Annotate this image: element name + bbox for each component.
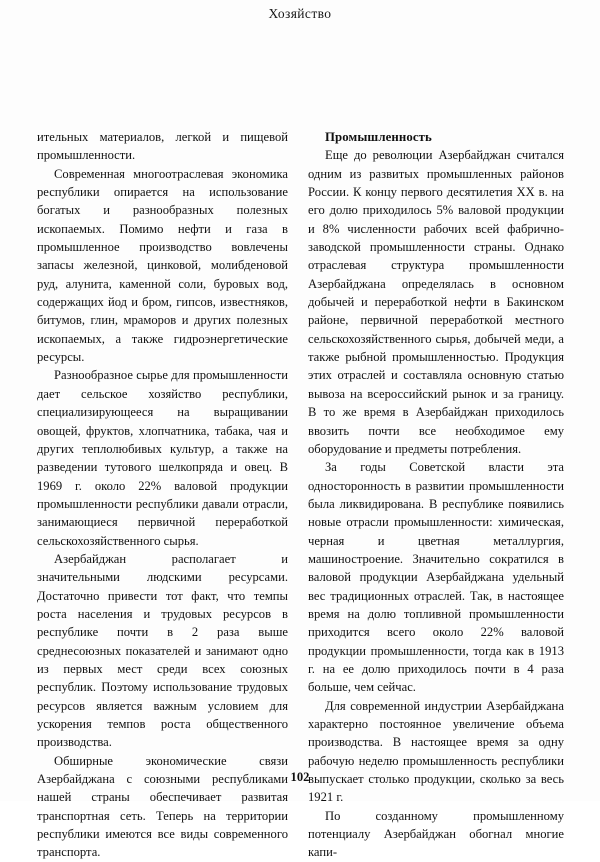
paragraph: Для современной индустрии Азербайджана характерно постоянное увеличение объема производства. В настоящее время за одну рабочую неделю промышленность республики выпускает столько продукции, сколько за весь 1921 г. [308, 698, 564, 805]
paragraph: ительных материалов, легкой и пищевой промышленности. [37, 130, 288, 163]
paragraph: Еще до революции Азербайджан считался одним из развитых промышленных районов России. К концу первого десятилетия XX в. на его долю приходилось 5% валовой продукции и 8% численности рабочих всей фабрично-заводской промышленности страны. Однако отраслевая структура промышленности Азербайджана определялась в основном добычей и переработкой нефти в Бакинском районе, первичной переработкой местного сельскохозяйственного сырья, добычей меди, а также рыбной промышленностью. Продукция этих отраслей и составляла основную статью вывоза на всероссийский рынок и за границу. В то же время в Азербайджан приходилось ввозить почти все необходимое ему оборудование и предметы потребления. [308, 148, 564, 456]
section-heading: Промышленность [325, 130, 432, 144]
left-column [37, 128, 288, 862]
paragraph: За годы Советской власти эта односторонность в развитии промышленности была ликвидирована. В республике появились новые отрасли промышленности: химическая, черная и цветная металлургия, машиностроение. Значительно сократился в валовой продукции Азербайджана удельный вес традиционных отраслей. Так, в настоящее время на долю топливной промышленности приходится всего около 22% валовой продукции промышленности, тогда как в 1913 г. на ее долю приходилось почти в 4 раза больше, чем сейчас. [308, 460, 564, 695]
paragraph: Обширные экономические связи Азербайджана с союзными республиками нашей страны обеспечивает развитая транспортная сеть. Теперь на территории республики имеются все виды современного транспорта. [37, 753, 288, 860]
paragraph: По созданному промышленному потенциалу Азербайджан обогнал многие капи- [308, 808, 564, 860]
paragraph: Разнообразное сырье для промышленности дает сельское хозяйство республики, специализирующееся на выращивании овощей, фруктов, хлопчатника, табака, чая и других теплолюбивых культур, а также на разведении тутового шелкопряда и овец. В 1969 г. около 22% валовой продукции промышленности республики давали отрасли, занимающиеся первичной переработкой сельскохозяйственного сырья. [37, 368, 288, 548]
page-number: 102 [290, 770, 310, 784]
running-head: Хозяйство [268, 6, 332, 21]
paragraph: Современная многоотраслевая экономика республики опирается на использование богатых и разнообразных полезных ископаемых. Помимо нефти и газа в промышленное производство вовлечены запасы железной, цинковой, молибденовой руд, алунита, каменной соли, буровых вод, содержащих йод и бром, гипсов, известняков, битумов, глин, мраморов и других полезных ископаемых, а также гидроэнергетические ресурсы. [37, 166, 288, 365]
right-column [308, 128, 564, 862]
paragraph: Азербайджан располагает и значительными людскими ресурсами. Достаточно привести тот факт, что темпы роста населения и трудовых ресурсов в республике почти в 2 раза выше среднесоюзных показателей и занимают одно из первых мест среди всех союзных республик. Поэтому использование трудовых ресурсов является важным условием для ускорения темпов роста общественного производства. [37, 551, 288, 750]
